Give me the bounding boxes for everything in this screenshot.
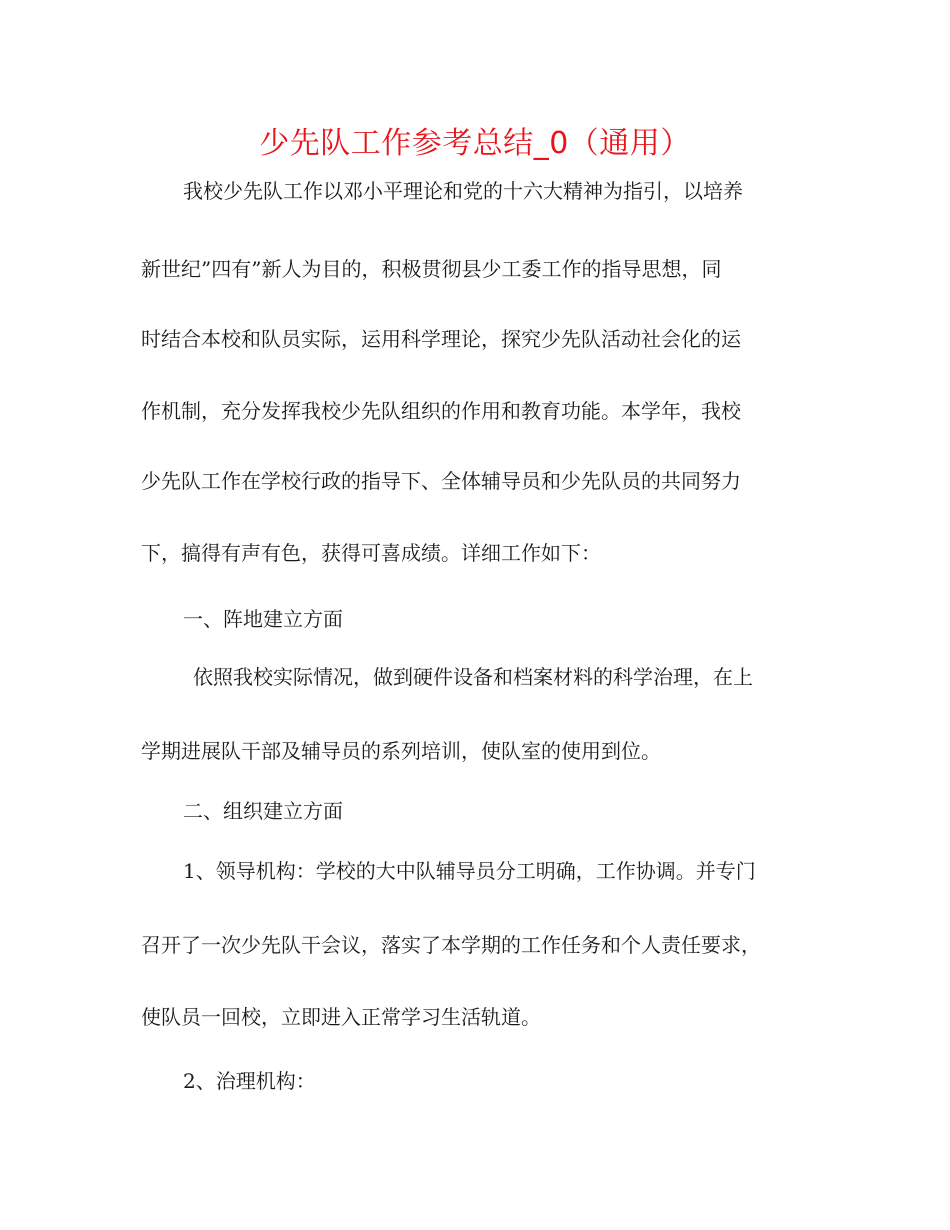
subsection-heading: 2、治理机构： xyxy=(183,1069,316,1093)
paragraph-line: 新世纪”四有”新人为目的，积极贯彻县少工委工作的指导思想，同 xyxy=(141,257,722,281)
paragraph-line: 下，搞得有声有色，获得可喜成绩。详细工作如下： xyxy=(141,541,601,565)
paragraph-line: 我校少先队工作以邓小平理论和党的十六大精神为指引，以培养 xyxy=(183,179,743,203)
paragraph-line: 少先队工作在学校行政的指导下、全体辅导员和少先队员的共同努力 xyxy=(141,469,741,493)
paragraph-line: 1、领导机构：学校的大中队辅导员分工明确，工作协调。并专门 xyxy=(183,859,756,883)
section-heading: 一、阵地建立方面 xyxy=(183,607,343,631)
section-heading: 二、组织建立方面 xyxy=(183,799,343,823)
document-title: 少先队工作参考总结_0（通用） xyxy=(259,126,691,161)
paragraph-line: 召开了一次少先队干会议，落实了本学期的工作任务和个人责任要求， xyxy=(141,933,761,957)
paragraph-line: 时结合本校和队员实际，运用科学理论，探究少先队活动社会化的运 xyxy=(141,327,741,351)
paragraph-line: 依照我校实际情况，做到硬件设备和档案材料的科学治理，在上 xyxy=(193,665,753,689)
paragraph-line: 作机制，充分发挥我校少先队组织的作用和教育功能。本学年，我校 xyxy=(141,399,741,423)
paragraph-line: 使队员一回校，立即进入正常学习生活轨道。 xyxy=(141,1005,541,1029)
paragraph-line: 学期进展队干部及辅导员的系列培训，使队室的使用到位。 xyxy=(141,739,661,763)
